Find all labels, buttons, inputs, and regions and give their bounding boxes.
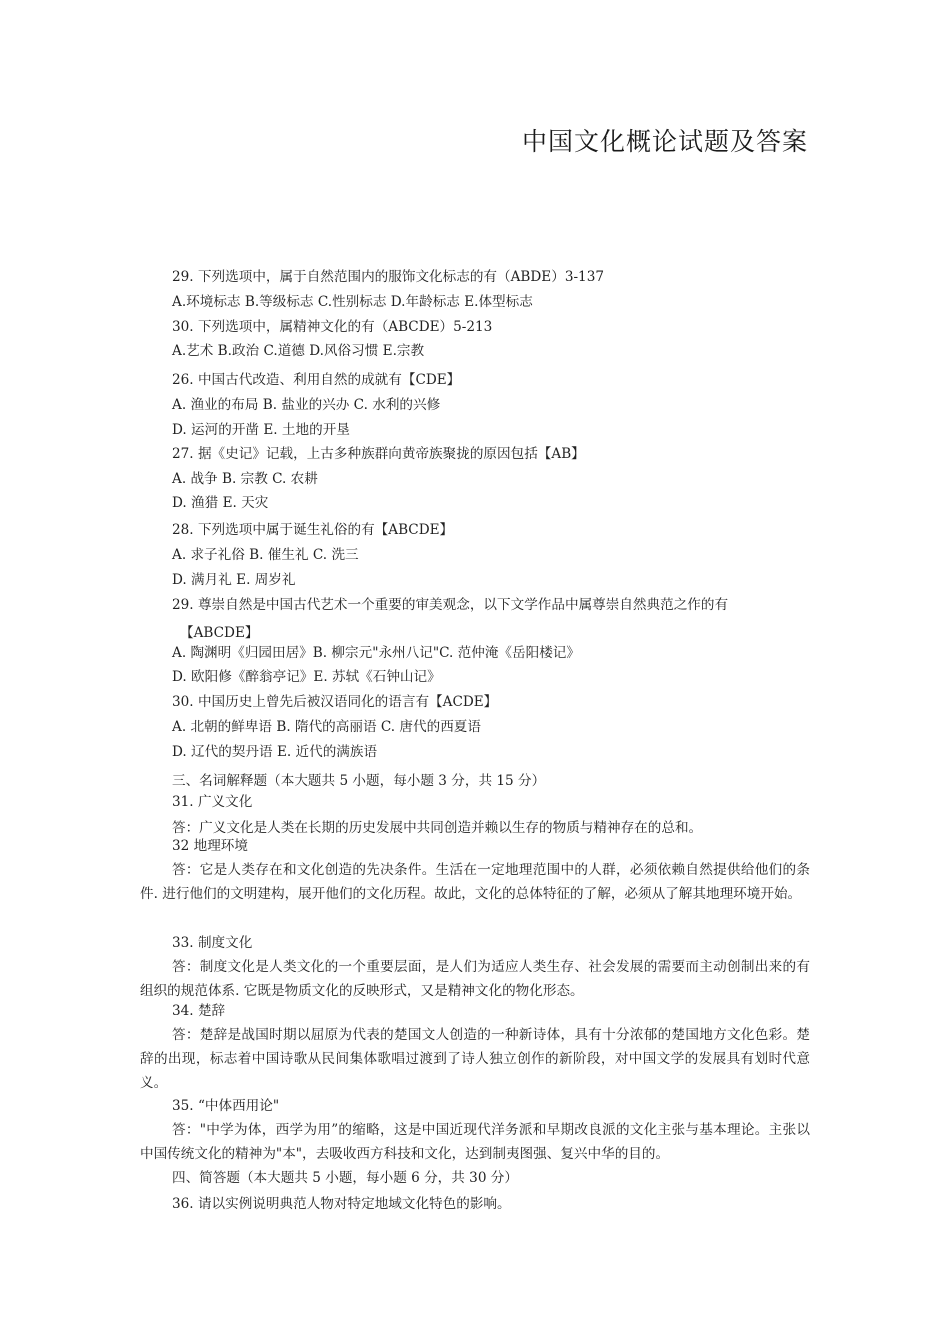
options-30b-line2: D. 辽代的契丹语 E. 近代的满族语 [172, 744, 378, 760]
question-27: 27. 据《史记》记载，上古多种族群向黄帝族聚拢的原因包括【AB】 [172, 446, 585, 462]
question-29b-answer: 【ABCDE】 [180, 625, 259, 641]
term-33: 33. 制度文化 [172, 935, 253, 951]
options-28-line1: A. 求子礼俗 B. 催生礼 C. 洗三 [172, 547, 359, 563]
section-3-heading: 三、名词解释题（本大题共 5 小题，每小题 3 分，共 15 分） [172, 773, 546, 789]
options-26-line1: A. 渔业的布局 B. 盐业的兴办 C. 水利的兴修 [172, 397, 441, 413]
options-29b-line1: A. 陶渊明《归园田居》B. 柳宗元"永州八记"C. 范仲淹《岳阳楼记》 [172, 645, 580, 661]
question-28: 28. 下列选项中属于诞生礼俗的有【ABCDE】 [172, 522, 454, 538]
term-34: 34. 楚辞 [172, 1003, 226, 1019]
options-29b-line2: D. 欧阳修《醉翁亭记》E. 苏轼《石钟山记》 [172, 669, 441, 685]
question-30b: 30. 中国历史上曾先后被汉语同化的语言有【ACDE】 [172, 694, 498, 710]
term-32: 32 地理环境 [172, 838, 248, 854]
options-27-line1: A. 战争 B. 宗教 C. 农耕 [172, 471, 318, 487]
options-29a: A.环境标志 B.等级标志 C.性别标志 D.年龄标志 E.体型标志 [172, 294, 533, 310]
options-27-line2: D. 渔猎 E. 天灾 [172, 495, 269, 511]
question-30a: 30. 下列选项中，属精神文化的有（ABCDE）5-213 [172, 319, 493, 335]
answer-33: 答：制度文化是人类文化的一个重要层面，是人们为适应人类生存、社会发展的需要而主动创制出来的有组织的规范体系. 它既是物质文化的反映形式，又是精神文化的物化形态。 [140, 959, 810, 999]
question-29b: 29. 尊崇自然是中国古代艺术一个重要的审美观念，以下文学作品中属尊崇自然典范之作的有 [172, 597, 729, 613]
answer-34: 答：楚辞是战国时期以屈原为代表的楚国文人创造的一种新诗体，具有十分浓郁的楚国地方文化色彩。楚辞的出现，标志着中国诗歌从民间集体歌唱过渡到了诗人独立创作的新阶段，对中国文学的发展具有划时代意义。 [140, 1027, 810, 1091]
section-4-heading: 四、简答题（本大题共 5 小题，每小题 6 分，共 30 分） [172, 1170, 518, 1186]
options-30a: A.艺术 B.政治 C.道德 D.风俗习惯 E.宗教 [172, 343, 425, 359]
options-30b-line1: A. 北朝的鲜卑语 B. 隋代的高丽语 C. 唐代的西夏语 [172, 719, 481, 735]
answer-31: 答：广义文化是人类在长期的历史发展中共同创造并赖以生存的物质与精神存在的总和。 [172, 820, 703, 836]
answer-35: 答："中学为体，西学为用”的缩略，这是中国近现代洋务派和早期改良派的文化主张与基本理论。主张以中国传统文化的精神为"本"，去吸收西方科技和文化，达到制夷图强、复兴中华的目的。 [140, 1122, 810, 1162]
document-title: 中国文化概论试题及答案 [521, 127, 808, 156]
options-26-line2: D. 运河的开凿 E. 土地的开垦 [172, 422, 350, 438]
answer-32: 答：它是人类存在和文化创造的先决条件。生活在一定地理范围中的人群，必须依赖自然提供给他们的条件. 进行他们的文明建构，展开他们的文化历程。故此，文化的总体特征的了解，必须从了解其地理环境开始。 [140, 862, 810, 902]
term-35: 35. “中体西用论" [172, 1098, 280, 1114]
question-26: 26. 中国古代改造、利用自然的成就有【CDE】 [172, 372, 461, 388]
options-28-line2: D. 满月礼 E. 周岁礼 [172, 572, 296, 588]
term-31: 31. 广义文化 [172, 794, 253, 810]
question-29a: 29. 下列选项中，属于自然范围内的服饰文化标志的有（ABDE）3-137 [172, 269, 605, 285]
question-36: 36. 请以实例说明典范人物对特定地域文化特色的影响。 [172, 1196, 511, 1212]
